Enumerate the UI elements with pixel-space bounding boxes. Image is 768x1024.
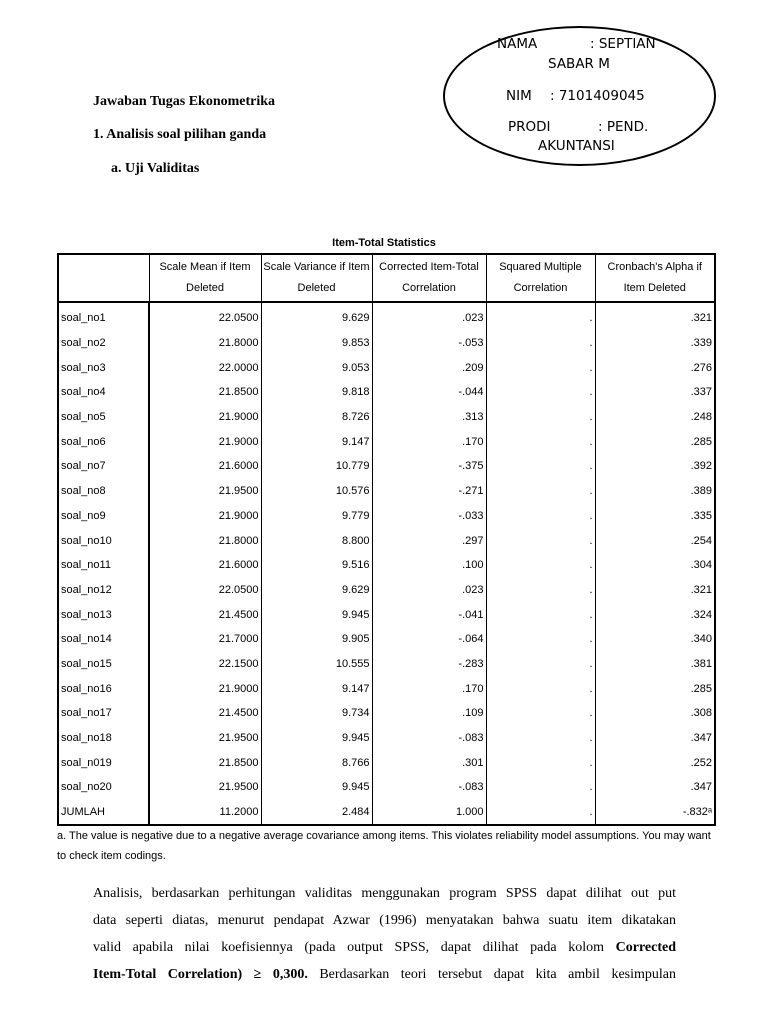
corrected-correlation-cell: .023 [372, 302, 486, 331]
corrected-correlation-cell: 1.000 [372, 800, 486, 826]
table-row [58, 750, 715, 775]
table-row [58, 405, 715, 430]
corrected-correlation-cell: -.375 [372, 454, 486, 479]
table-row [58, 775, 715, 800]
corrected-correlation-cell: -.083 [372, 775, 486, 800]
cronbach-alpha-cell: .248 [595, 405, 715, 430]
corrected-correlation-cell: -.283 [372, 652, 486, 677]
stamp-prodi-label: PRODI [508, 119, 551, 135]
cronbach-alpha-cell: .389 [595, 479, 715, 504]
header-cronbach-alpha: Cronbach's Alpha if Item Deleted [595, 254, 715, 302]
cronbach-alpha-cell: .339 [595, 331, 715, 356]
scale-variance-cell: 10.555 [261, 652, 372, 677]
table-row [58, 602, 715, 627]
squared-multiple-cell: . [486, 578, 595, 603]
squared-multiple-cell: . [486, 676, 595, 701]
cronbach-alpha-cell: .285 [595, 676, 715, 701]
table-row [58, 355, 715, 380]
header-item [58, 254, 149, 302]
squared-multiple-cell: . [486, 355, 595, 380]
scale-mean-cell: 21.8000 [149, 528, 261, 553]
paragraph-text: valid apabila nilai koefisiennya (pada output SPSS, dapat dilihat pada kolom [93, 940, 616, 955]
item-name-cell: soal_no16 [58, 676, 149, 701]
cronbach-alpha-cell: .347 [595, 775, 715, 800]
cronbach-alpha-cell: .337 [595, 380, 715, 405]
table-row [58, 676, 715, 701]
item-name-cell: soal_no3 [58, 355, 149, 380]
stamp-nim-label: NIM [506, 88, 532, 104]
scale-variance-cell: 9.818 [261, 380, 372, 405]
item-name-cell: soal_no13 [58, 602, 149, 627]
scale-variance-cell: 8.726 [261, 405, 372, 430]
scale-mean-cell: 21.8500 [149, 380, 261, 405]
cronbach-alpha-cell: .308 [595, 701, 715, 726]
squared-multiple-cell: . [486, 627, 595, 652]
scale-mean-cell: 21.4500 [149, 701, 261, 726]
squared-multiple-cell: . [486, 405, 595, 430]
squared-multiple-cell: . [486, 652, 595, 677]
scale-variance-cell: 9.734 [261, 701, 372, 726]
item-name-cell: soal_no10 [58, 528, 149, 553]
stamp-nama-label: NAMA [497, 36, 538, 52]
header-scale-mean: Scale Mean if Item Deleted [149, 254, 261, 302]
scale-mean-cell: 21.6000 [149, 553, 261, 578]
table-footnote: a. The value is negative due to a negative average covariance among items. This violates reliability model assumptions. You may want to check item codings. [57, 830, 711, 862]
scale-variance-cell: 9.516 [261, 553, 372, 578]
squared-multiple-cell: . [486, 750, 595, 775]
item-name-cell: soal_no2 [58, 331, 149, 356]
item-name-cell: soal_n019 [58, 750, 149, 775]
scale-variance-cell: 8.800 [261, 528, 372, 553]
corrected-correlation-cell: -.271 [372, 479, 486, 504]
item-name-cell: soal_no4 [58, 380, 149, 405]
scale-variance-cell: 9.779 [261, 504, 372, 529]
scale-variance-cell: 9.945 [261, 726, 372, 751]
header-squared-multiple: Squared Multiple Correlation [486, 254, 595, 302]
paragraph-bold-text: Item-Total Correlation) ≥ 0,300. [93, 967, 308, 982]
squared-multiple-cell: . [486, 800, 595, 826]
scale-mean-cell: 22.0000 [149, 355, 261, 380]
squared-multiple-cell: . [486, 528, 595, 553]
item-name-cell: soal_no17 [58, 701, 149, 726]
scale-mean-cell: 21.9500 [149, 479, 261, 504]
corrected-correlation-cell: .100 [372, 553, 486, 578]
stamp-nim-value: : 7101409045 [550, 88, 645, 104]
table-row [58, 652, 715, 677]
scale-mean-cell: 21.9000 [149, 676, 261, 701]
cronbach-alpha-cell: .304 [595, 553, 715, 578]
scale-variance-cell: 9.629 [261, 578, 372, 603]
scale-mean-cell: 21.8500 [149, 750, 261, 775]
item-name-cell: soal_no9 [58, 504, 149, 529]
cronbach-alpha-cell: .276 [595, 355, 715, 380]
item-name-cell: soal_no11 [58, 553, 149, 578]
scale-variance-cell: 9.945 [261, 602, 372, 627]
table-row [58, 454, 715, 479]
table-title: Item-Total Statistics [332, 237, 436, 249]
scale-variance-cell: 9.629 [261, 302, 372, 331]
scale-mean-cell: 21.9500 [149, 775, 261, 800]
corrected-correlation-cell: -.083 [372, 726, 486, 751]
scale-mean-cell: 21.4500 [149, 602, 261, 627]
cronbach-alpha-cell: .321 [595, 578, 715, 603]
scale-mean-cell: 21.9500 [149, 726, 261, 751]
item-name-cell: soal_no18 [58, 726, 149, 751]
table-row [58, 380, 715, 405]
table-row [58, 578, 715, 603]
squared-multiple-cell: . [486, 602, 595, 627]
section-heading: 1. Analisis soal pilihan ganda [93, 127, 267, 142]
corrected-correlation-cell: .170 [372, 676, 486, 701]
subsection-heading: a. Uji Validitas [111, 161, 200, 176]
cronbach-alpha-cell: .254 [595, 528, 715, 553]
squared-multiple-cell: . [486, 726, 595, 751]
cronbach-alpha-cell: .321 [595, 302, 715, 331]
corrected-correlation-cell: .170 [372, 429, 486, 454]
corrected-correlation-cell: -.053 [372, 331, 486, 356]
scale-variance-cell: 9.905 [261, 627, 372, 652]
scale-variance-cell: 10.576 [261, 479, 372, 504]
corrected-correlation-cell: .209 [372, 355, 486, 380]
table-row [58, 627, 715, 652]
table-row [58, 302, 715, 331]
item-name-cell: soal_no14 [58, 627, 149, 652]
scale-mean-cell: 22.0500 [149, 302, 261, 331]
corrected-correlation-cell: .297 [372, 528, 486, 553]
squared-multiple-cell: . [486, 479, 595, 504]
paragraph-bold-text: Corrected [615, 940, 676, 955]
cronbach-alpha-cell: .347 [595, 726, 715, 751]
stamp-prodi-value: : PEND. [598, 119, 649, 135]
scale-variance-cell: 9.853 [261, 331, 372, 356]
corrected-correlation-cell: -.044 [372, 380, 486, 405]
table-row [58, 331, 715, 356]
scale-variance-cell: 9.147 [261, 429, 372, 454]
paragraph-line-4 [93, 961, 676, 988]
item-total-statistics-table [57, 253, 716, 826]
squared-multiple-cell: . [486, 429, 595, 454]
cronbach-alpha-cell: .285 [595, 429, 715, 454]
cronbach-alpha-cell: .335 [595, 504, 715, 529]
scale-variance-cell: 9.945 [261, 775, 372, 800]
squared-multiple-cell: . [486, 302, 595, 331]
cronbach-alpha-cell: .381 [595, 652, 715, 677]
document-title: Jawaban Tugas Ekonometrika [93, 94, 276, 109]
squared-multiple-cell: . [486, 331, 595, 356]
corrected-correlation-cell: .301 [372, 750, 486, 775]
squared-multiple-cell: . [486, 553, 595, 578]
stamp-nama-value: : SEPTIAN [590, 36, 656, 52]
squared-multiple-cell: . [486, 454, 595, 479]
scale-mean-cell: 11.2000 [149, 800, 261, 826]
scale-mean-cell: 22.0500 [149, 578, 261, 603]
item-name-cell: soal_no15 [58, 652, 149, 677]
scale-mean-cell: 22.1500 [149, 652, 261, 677]
stamp-prodi-cont: AKUNTANSI [538, 138, 615, 154]
scale-variance-cell: 9.147 [261, 676, 372, 701]
table-row [58, 504, 715, 529]
cronbach-alpha-cell: .252 [595, 750, 715, 775]
squared-multiple-cell: . [486, 380, 595, 405]
corrected-correlation-cell: -.064 [372, 627, 486, 652]
analysis-paragraph [93, 880, 676, 988]
table-row [58, 701, 715, 726]
scale-variance-cell: 9.053 [261, 355, 372, 380]
corrected-correlation-cell: -.033 [372, 504, 486, 529]
table-row [58, 726, 715, 751]
scale-mean-cell: 21.9000 [149, 429, 261, 454]
item-name-cell: soal_no6 [58, 429, 149, 454]
item-name-cell: soal_no12 [58, 578, 149, 603]
table-row [58, 553, 715, 578]
table-header-row [58, 254, 715, 302]
scale-mean-cell: 21.9000 [149, 504, 261, 529]
paragraph-line-2: data seperti diatas, menurut pendapat Azwar (1996) menyatakan bahwa suatu item dikatakan [93, 913, 676, 928]
scale-variance-cell: 10.779 [261, 454, 372, 479]
corrected-correlation-cell: .109 [372, 701, 486, 726]
header-scale-variance: Scale Variance if Item Deleted [261, 254, 372, 302]
squared-multiple-cell: . [486, 504, 595, 529]
paragraph-line-3 [93, 934, 676, 961]
scale-variance-cell: 8.766 [261, 750, 372, 775]
item-name-cell: soal_no1 [58, 302, 149, 331]
cronbach-alpha-cell: -.832ᵃ [595, 800, 715, 826]
squared-multiple-cell: . [486, 701, 595, 726]
corrected-correlation-cell: -.041 [372, 602, 486, 627]
scale-mean-cell: 21.8000 [149, 331, 261, 356]
cronbach-alpha-cell: .324 [595, 602, 715, 627]
stamp-nama-cont: SABAR M [548, 56, 610, 72]
corrected-correlation-cell: .313 [372, 405, 486, 430]
item-name-cell: soal_no8 [58, 479, 149, 504]
table-row [58, 479, 715, 504]
cronbach-alpha-cell: .392 [595, 454, 715, 479]
paragraph-text: Berdasarkan teori tersebut dapat kita ambil kesimpulan [307, 967, 676, 982]
table-row [58, 429, 715, 454]
table-row [58, 800, 715, 826]
item-name-cell: soal_no5 [58, 405, 149, 430]
scale-variance-cell: 2.484 [261, 800, 372, 826]
scale-mean-cell: 21.9000 [149, 405, 261, 430]
table-row [58, 528, 715, 553]
item-name-cell: JUMLAH [58, 800, 149, 826]
squared-multiple-cell: . [486, 775, 595, 800]
item-name-cell: soal_no7 [58, 454, 149, 479]
scale-mean-cell: 21.7000 [149, 627, 261, 652]
corrected-correlation-cell: .023 [372, 578, 486, 603]
item-name-cell: soal_no20 [58, 775, 149, 800]
paragraph-line-1: Analisis, berdasarkan perhitungan validitas menggunakan program SPSS dapat dilihat out put [93, 886, 676, 901]
scale-mean-cell: 21.6000 [149, 454, 261, 479]
header-corrected-correlation: Corrected Item-Total Correlation [372, 254, 486, 302]
cronbach-alpha-cell: .340 [595, 627, 715, 652]
